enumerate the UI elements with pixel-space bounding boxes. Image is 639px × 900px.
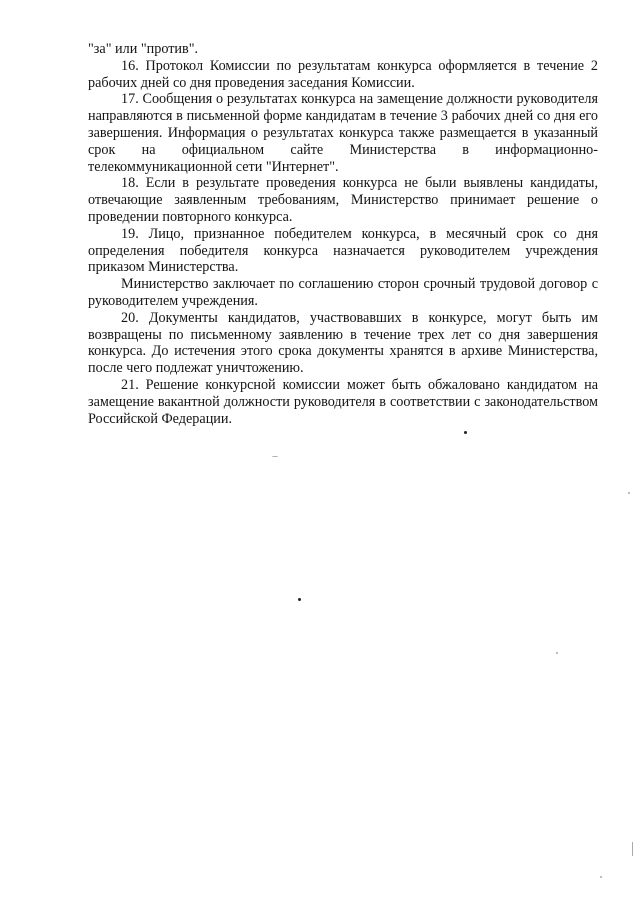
paragraph-16: 16. Протокол Комиссии по результатам конкурса оформляется в течение 2 рабочих дней со дня проведения заседания Комиссии. — [88, 57, 598, 91]
scan-speck — [628, 492, 630, 494]
paragraph-continuation: "за" или "против". — [88, 41, 199, 57]
paragraph-contract: Министерство заключает по соглашению сторон срочный трудовой договор с руководителем учреждения. — [88, 276, 598, 309]
scan-speck — [298, 598, 301, 601]
paragraph-17: 17. Сообщения о результатах конкурса на замещение должности руководителя направляются в письменной форме кандидатам в течение 3 рабочих дней со дня его завершения. Информация о результатах конкурса также размещается в указанный срок на официальном сайте Министерства в информационно-телекоммуникационной сети "Интернет". — [88, 91, 598, 175]
scan-speck — [556, 652, 558, 654]
paragraph-18: 18. Если в результате проведения конкурса не были выявлены кандидаты, отвечающие заявленным требованиям, Министерство принимает решение о проведении повторного конкурса. — [88, 175, 598, 225]
paragraph-19: 19. Лицо, признанное победителем конкурса, в месячный срок со дня определения победителя конкурса назначается руководителем учреждения приказом Министерства. — [88, 225, 598, 276]
scan-speck — [600, 876, 602, 878]
document-page — [88, 41, 598, 427]
scan-speck — [464, 431, 467, 434]
paragraph-20: 20. Документы кандидатов, участвовавших в конкурсе, могут быть им возвращены по письменному заявлению в течение трех лет со дня завершения конкурса. До истечения этого срока документы хранятся в архиве Министерства, после чего подлежат уничтожению. — [88, 309, 598, 377]
paragraph-21: 21. Решение конкурсной комиссии может быть обжаловано кандидатом на замещение вакантной должности руководителя в соответствии с законодательством Российской Федерации. — [88, 376, 598, 427]
scan-speck — [632, 842, 633, 856]
scan-speck — [272, 456, 278, 457]
